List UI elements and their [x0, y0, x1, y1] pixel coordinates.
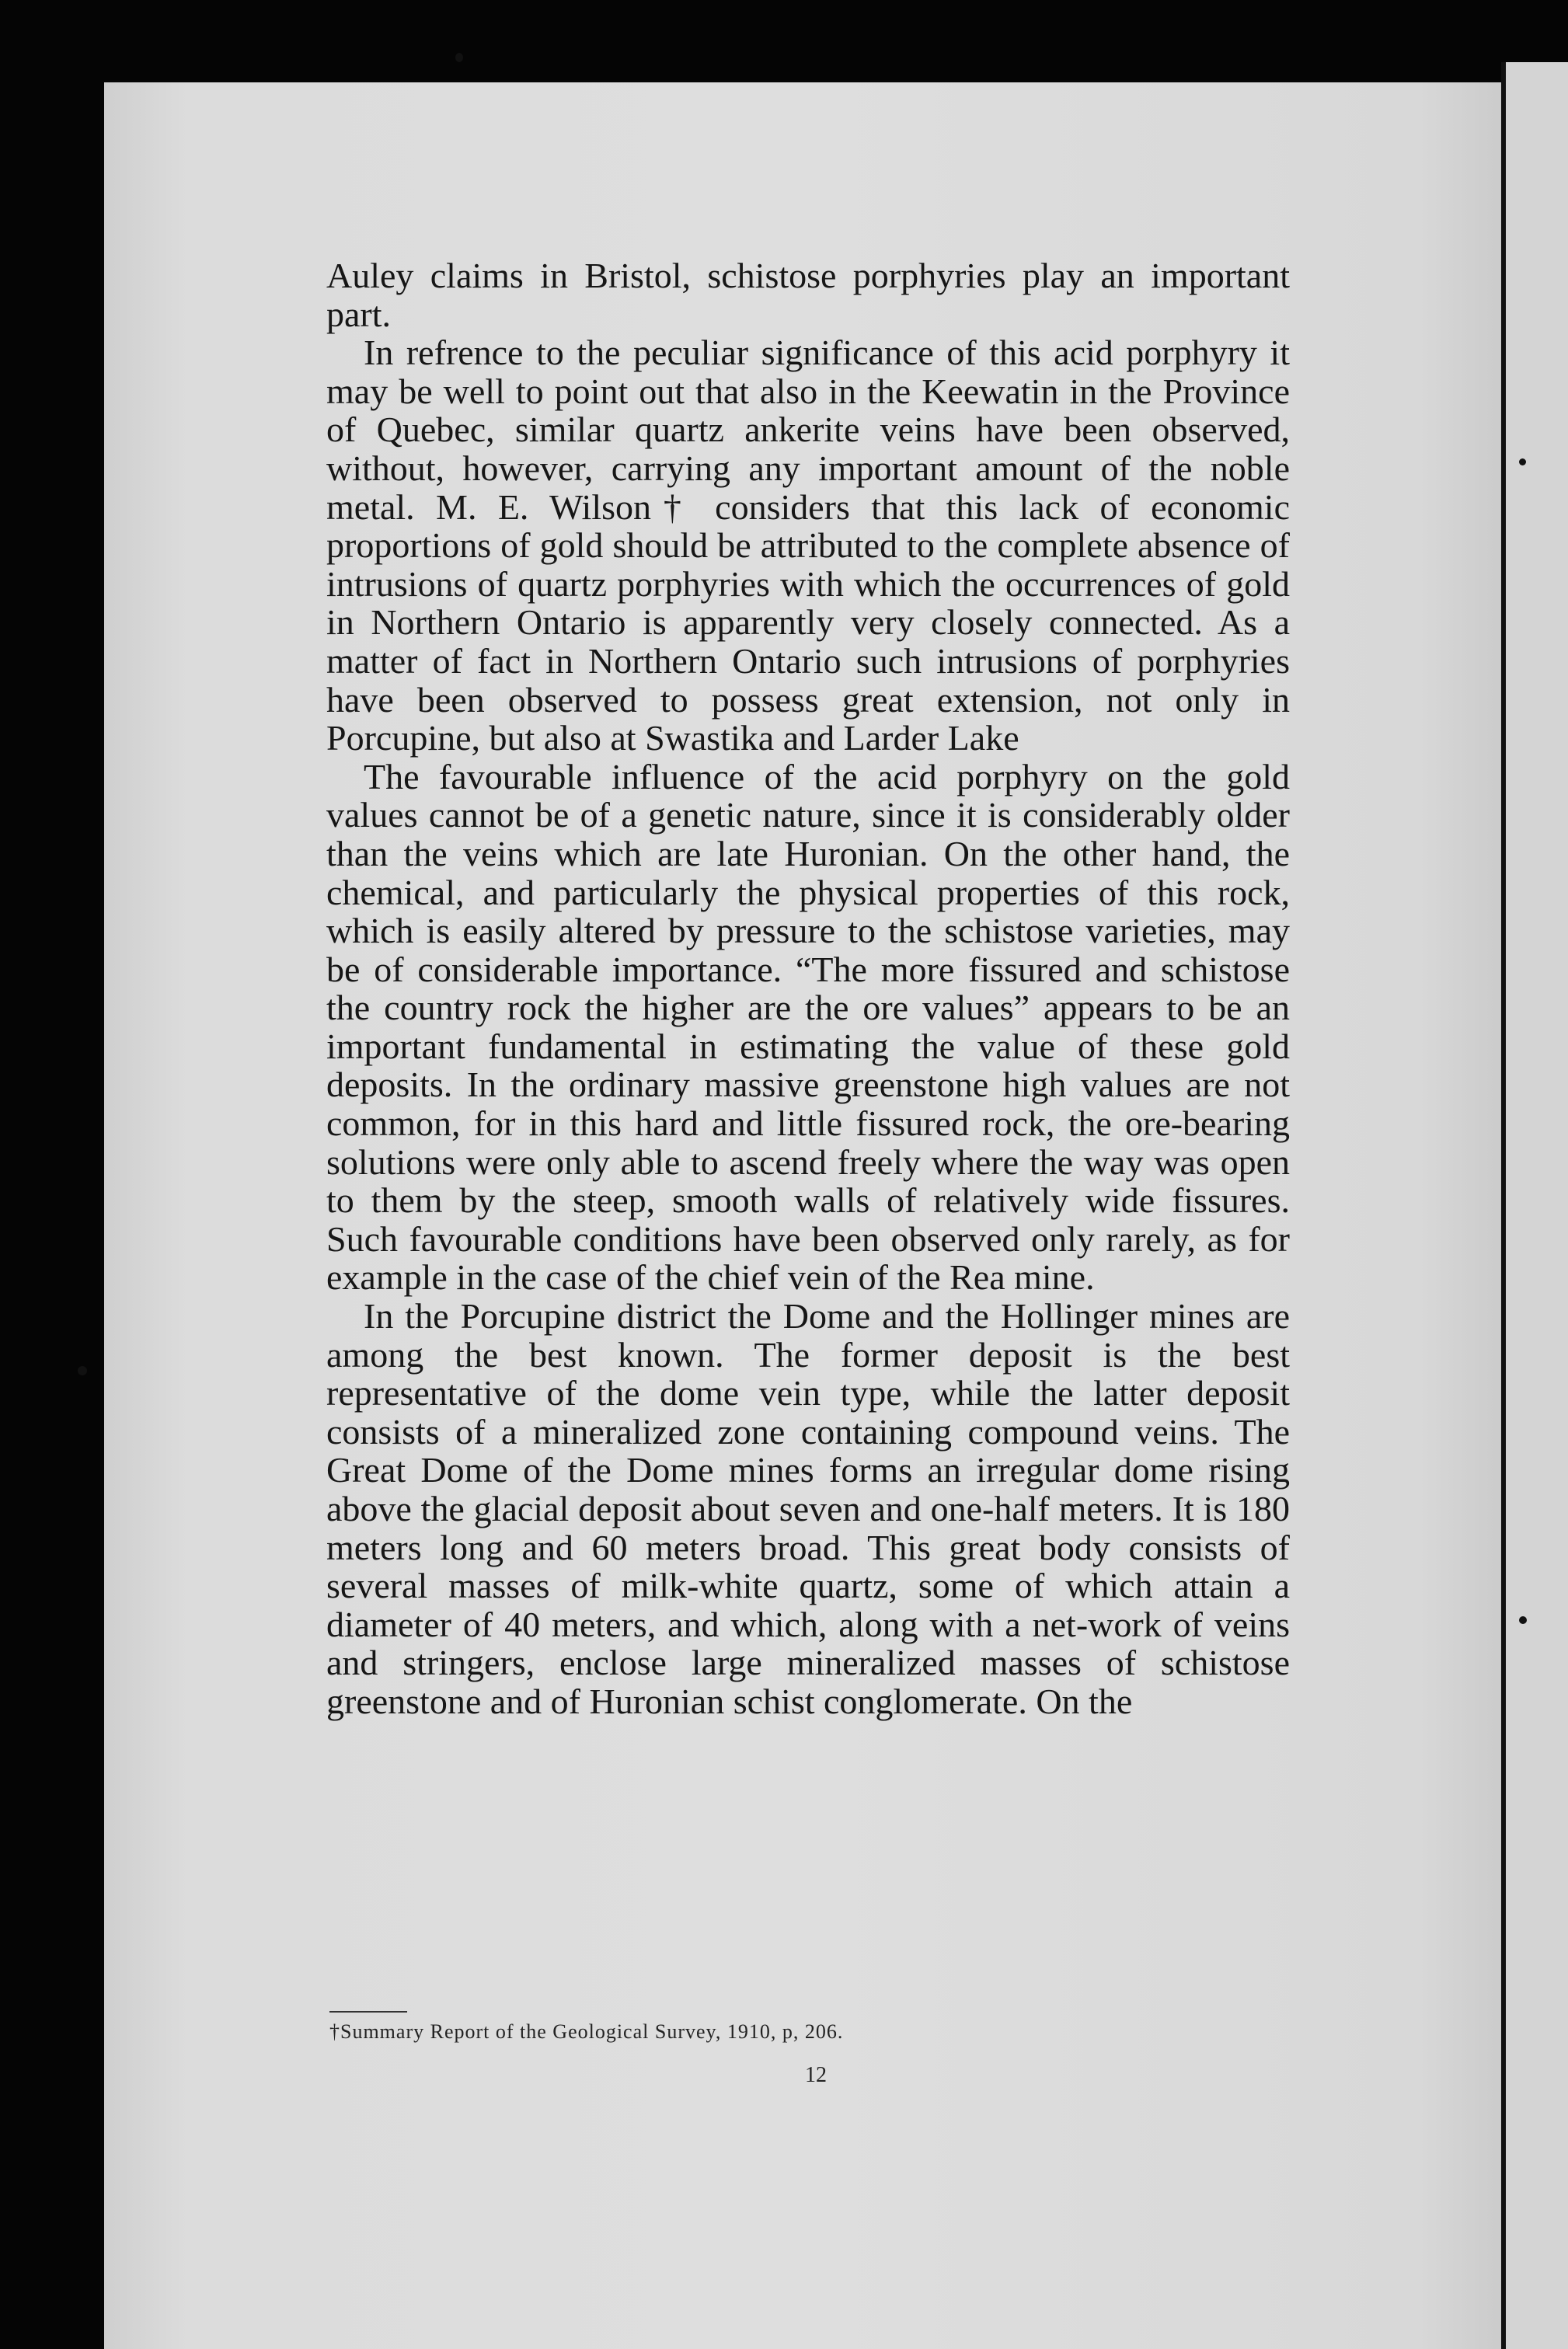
footnote-rule [329, 2011, 407, 2013]
scan-speck [78, 1366, 87, 1375]
scan-speck [455, 53, 463, 62]
paragraph-2: In refrence to the peculiar significance of this acid porphyry it may be well to point out that also in the Keewatin in the Province of Quebec, similar quartz ankerite veins have been observed, without, however, carrying any important amount of the noble metal. M. E. Wilson† considers that this lack of economic proportions of gold should be attributed to the complete absence of intrusions of quartz porphyries with which the occurrences of gold in Northern Ontario is apparently very closely connected. As a matter of fact in Northern Ontario such intrusions of porphyries have been observed to possess great extension, not only in Porcupine, but also at Swastika and Larder Lake [326, 333, 1290, 758]
scan-speck [1519, 1616, 1527, 1624]
paragraph-3: The favourable influence of the acid porphyry on the gold values cannot be of a genetic nature, since it is considerably older than the veins which are late Huronian. On the other hand, the chemical, and particularly the physical properties of this rock, which is easily altered by pressure to the schistose varieties, may be of considerable importance. “The more fissured and schistose the country rock the higher are the ore values” appears to be an important fundamental in estimating the value of these gold deposits. In the ordinary massive greenstone high values are not common, for in this hard and little fissured rock, the ore-bearing solutions were only able to ascend freely where the way was open to them by the steep, smooth walls of relatively wide fissures. Such favourable conditions have been observed only rarely, as for example in the case of the chief vein of the Rea mine. [326, 756, 1290, 1298]
page-number: 12 [805, 2063, 827, 2087]
footnote: †Summary Report of the Geological Survey, 1910, p, 206. [329, 2020, 844, 2043]
paragraph-1: Auley claims in Bristol, schistose porphyries play an important part. [326, 256, 1290, 334]
scan-speck [1519, 458, 1526, 465]
paragraph-4: In the Porcupine district the Dome and the Hollinger mines are among the best known. The former deposit is the best representative of the dome vein type, while the latter deposit consists of a mineralized zone containing compound veins. The Great Dome of the Dome mines forms an irregular dome rising above the glacial deposit about seven and one-half meters. It is 180 meters long and 60 meters broad. This great body consists of several masses of milk-white quartz, some of which attain a diameter of 40 meters, and which, along with a net-work of veins and stringers, enclose large mineralized masses of schistose greenstone and of Huronian schist conglomerate. On the [326, 1296, 1290, 1721]
body-text [326, 256, 1290, 1721]
adjacent-page-edge [1506, 62, 1568, 2349]
